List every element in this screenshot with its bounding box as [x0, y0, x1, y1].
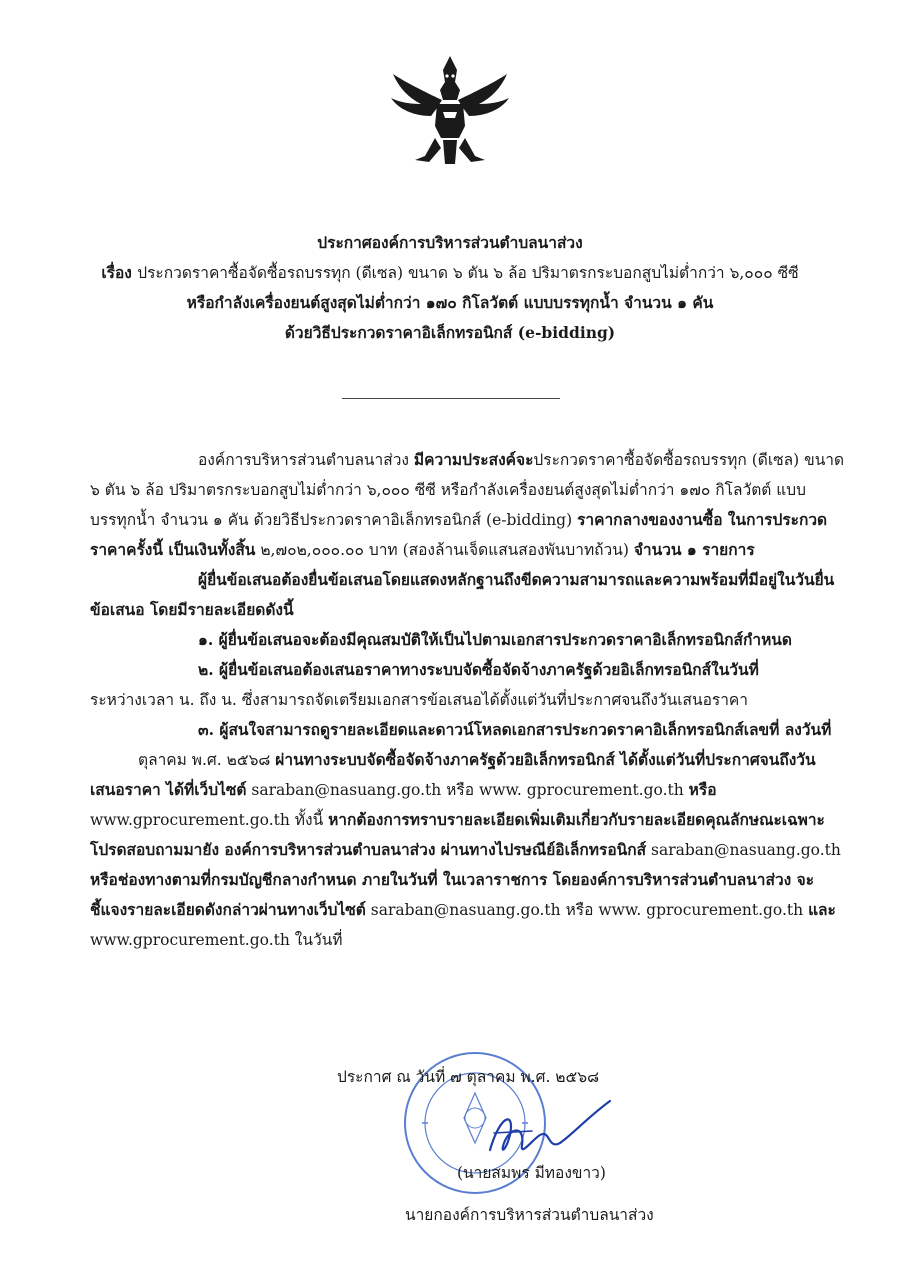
p1-bold: จำนวน ๑ รายการ	[633, 540, 755, 559]
item-3-line-8: www.gprocurement.go.th ในวันที่	[90, 931, 343, 949]
p2-line-1: ผู้ยื่นข้อเสนอต้องยื่นข้อเสนอโดยแสดงหลักฐานถึงขีดความสามารถและความพร้อมที่มีอยู่ในวันยื่น	[198, 570, 835, 589]
item3-bold: ชี้แจงรายละเอียดดังกล่าวผ่านทางเว็บไซต์	[90, 900, 366, 919]
item3-text: saraban@nasuang.go.th หรือ www. gprocurement.go.th	[246, 781, 689, 799]
item3-text: www.gprocurement.go.th ทั้งนี้	[90, 811, 329, 829]
item3-text: saraban@nasuang.go.th หรือ www. gprocurement.go.th	[365, 901, 809, 919]
item-3-line-3	[90, 775, 810, 805]
proclaimed-date: ประกาศ ณ วันที่ ๗ ตุลาคม พ.ศ. ๒๕๖๘	[337, 1068, 600, 1086]
p1-text: ประกวดราคาซื้อจัดซื้อรถบรรทุก (ดีเซล) ขนาด	[533, 451, 845, 469]
item3-bold: หรือ	[688, 780, 717, 799]
p1-text: องค์การบริหารส่วนตำบลนาส่วง	[198, 451, 414, 469]
item-3-line-1: ๓. ผู้สนใจสามารถดูรายละเอียดและดาวน์โหลดเอกสารประกวดราคาอิเล็กทรอนิกส์เลขที่ ลงวันที่	[198, 720, 832, 739]
signer-position: นายกองค์การบริหารส่วนตำบลนาส่วง	[405, 1206, 654, 1224]
p2-line-2: ข้อเสนอ โดยมีรายละเอียดดังนี้	[90, 600, 294, 619]
signature-icon	[470, 1095, 620, 1165]
item3-bold: โปรดสอบถามมายัง องค์การบริหารส่วนตำบลนาส่วง ผ่านทางไปรษณีย์อิเล็กทรอนิกส์	[90, 840, 647, 859]
p1-bold: ราคาครั้งนี้ เป็นเงินทั้งสิ้น	[90, 540, 256, 559]
item-3-line-5	[90, 835, 841, 865]
subject-label: เรื่อง	[101, 263, 132, 282]
item-3-line-4	[90, 805, 825, 835]
subject-line-3: ด้วยวิธีประกวดราคาอิเล็กทรอนิกส์ (e-bidding)	[284, 323, 616, 342]
subject-line-2: หรือกำลังเครื่องยนต์สูงสุดไม่ต่ำกว่า ๑๗๐ กิโลวัตต์ แบบบรรทุกน้ำ จำนวน ๑ คัน	[186, 293, 714, 312]
garuda-emblem-icon	[385, 52, 515, 172]
p1-line-2: ๖ ตัน ๖ ล้อ ปริมาตรกระบอกสูบไม่ต่ำกว่า ๖,๐๐๐ ซีซี หรือกำลังเครื่องยนต์สูงสุดไม่ต่ำกว่า ๑๗๐ กิโลวัตต์ แบบ	[90, 481, 806, 499]
item-3-line-6	[90, 865, 815, 895]
item3-bold: และ	[808, 900, 836, 919]
p1-line-1	[90, 445, 845, 475]
item3-text: ตุลาคม พ.ศ. ๒๕๖๘	[138, 751, 276, 769]
item3-bold: หากต้องการทราบรายละเอียดเพิ่มเติมเกี่ยวกับรายละเอียดคุณลักษณะเฉพาะ	[328, 810, 825, 829]
item3-bold: หรือช่องทางตามที่กรมบัญชีกลางกำหนด ภายในวันที่	[90, 870, 444, 889]
item-2-line-2: ระหว่างเวลา น. ถึง น. ซึ่งสามารถจัดเตรียมเอกสารข้อเสนอได้ตั้งแต่วันที่ประกาศจนถึงวันเสนอราคา	[90, 691, 749, 709]
item3-bold: เสนอราคา ได้ที่เว็บไซต์	[90, 780, 247, 799]
subject-line-1	[0, 258, 900, 288]
p1-line-3	[90, 505, 828, 535]
p1-bold: ราคากลางของงานซื้อ ในการประกวด	[577, 510, 828, 529]
announcement-title: ประกาศองค์การบริหารส่วนตำบลนาส่วง	[317, 233, 583, 252]
signer-name: (นายสมพร มีทองขาว)	[457, 1164, 606, 1182]
document-body	[90, 445, 845, 955]
item3-bold: ผ่านทางระบบจัดซื้อจัดจ้างภาครัฐด้วยอิเล็กทรอนิกส์ ได้ตั้งแต่วันที่ประกาศจนถึงวัน	[275, 750, 816, 769]
item-3-line-2	[90, 745, 816, 775]
item-1: ๑. ผู้ยื่นข้อเสนอจะต้องมีคุณสมบัติให้เป็นไปตามเอกสารประกวดราคาอิเล็กทรอนิกส์กำหนด	[198, 630, 792, 649]
item-3-line-7	[90, 895, 836, 925]
p1-text: บรรทุกน้ำ จำนวน ๑ คัน ด้วยวิธีประกวดราคาอิเล็กทรอนิกส์ (e-bidding)	[90, 511, 578, 529]
p1-bold: มีความประสงค์จะ	[413, 450, 534, 469]
item-2-line-1: ๒. ผู้ยื่นข้อเสนอต้องเสนอราคาทางระบบจัดซื้อจัดจ้างภาครัฐด้วยอิเล็กทรอนิกส์ในวันที่	[198, 660, 759, 679]
item3-bold: ในเวลาราชการ โดยองค์การบริหารส่วนตำบลนาส่วง จะ	[443, 870, 815, 889]
divider-line	[342, 398, 560, 399]
subject-text-1: ประกวดราคาซื้อจัดซื้อรถบรรทุก (ดีเซล) ขนาด ๖ ตัน ๖ ล้อ ปริมาตรกระบอกสูบไม่ต่ำกว่า ๖,๐๐๐ ซีซี	[137, 264, 799, 282]
p1-text: ๒,๗๐๒,๐๐๐.๐๐ บาท (สองล้านเจ็ดแสนสองพันบาทถ้วน)	[255, 541, 634, 559]
p1-line-4	[90, 535, 810, 565]
item3-text: saraban@nasuang.go.th	[646, 841, 841, 859]
